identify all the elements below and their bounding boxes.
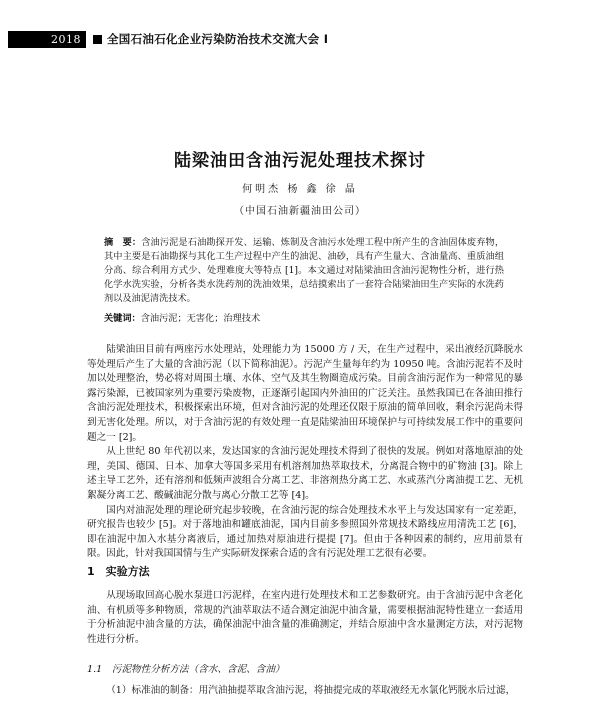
subsection-1-1-heading: 1.1 污泥物性分析方法（含水、含泥、含油） (87, 664, 285, 675)
intro-paragraph-2: 从上世纪 80 年代初以来，发达国家的含油污泥处理技术得到了很快的发展。例如对落地原油的处理，美国、德国、日本、加拿大等国多采用有机溶剂加热萃取技术，分离混合物中的矿物油 [3]。除上述主导工艺外，还有溶剂和低频声波组合分离工艺、非溶剂热分离工艺、水或蒸汽分离油提工艺、无机絮凝分离工艺、酸碱油泥分散与离心分散工艺等 [4]。 (87, 446, 523, 501)
conference-title: 全国石油石化企业污染防治技术交流大会 I (107, 32, 329, 46)
subsection-1-1-body (87, 684, 523, 699)
paper-title: 陆梁油田含油污泥处理技术探讨 (174, 151, 426, 171)
subsection-1-1-paragraph: （1）标准油的制备：用汽油抽提萃取含油污泥，将抽提完成的萃取液经无水氯化钙脱水后过滤， (106, 685, 516, 696)
abstract (104, 236, 504, 306)
intro-body (87, 343, 523, 562)
keywords (104, 310, 504, 324)
intro-paragraph-3: 国内对油泥处理的理论研究起步较晚，在含油污泥的综合处理技术水平上与发达国家有一定差距，研究报告也较少 [5]。对于落地油和罐底油泥，国内目前多参照国外常规技术路线应用清洗工艺 [6]，即在油泥中加入水基分离液后，通过加热对原油进行提提 [7]。但由于各种因素的制约，应用前景有限。因此，针对我国国情与生产实际研发探索合适的含有污泥处理工艺很有必要。 (87, 504, 523, 560)
intro-paragraph-1: 陆梁油田目前有两座污水处理站，处理能力为 15000 方 / 天，在生产过程中，采出液经沉降脱水等处理后产生了大量的含油污泥（以下简称油泥）。污泥产生量每年约为 10950 吨。含油污泥若不及时加以处理整治，势必将对周围土壤、水体、空气及其生物圈造成污染。目前含油污泥作为一种常见的暴露污染源，已被国家列为重要污染废物，正逐渐引起国内外油田的广泛关注。虽然我国已在各油田推行含油污泥处理技术，积极探索出环境，但对含油污泥的处理还仅限于原油的简单回收，剩余污泥尚未得到无害化处理。所以，对于含油污泥的有效处理一直是陆梁油田环境保护与可持续发展工作中的重要问题之一 [2]。 (87, 344, 523, 443)
running-header (8, 29, 328, 49)
section-1-body (87, 589, 523, 647)
section-1-paragraph: 从现场取回高心脱水泵进口污泥样，在室内进行处理技术和工艺参数研究。由于含油污泥中含老化油、有机质等多种物质，常规的汽油萃取法不适合测定油泥中油含量，需要根据油泥特性建立一套适用于分析油泥中油含量的方法，确保油泥中油含量的准确测定，并结合原油中含水量测定方法，对污泥物性进行分析。 (87, 590, 523, 645)
keywords-text: 含油污泥；无害化；治理技术 (140, 313, 261, 324)
section-1-heading: 1 实验方法 (87, 565, 150, 578)
abstract-text: 含油污泥是石油勘探开发、运输、炼制及含油污水处理工程中所产生的含油固体废弃物，其中主要是石油勘探与其化工生产过程中产生的油泥、油砂，具有产生量大、含油量高、重质油组分高、综合利用方式少、处理难度大等特点 [1]。本文通过对陆梁油田含油污泥物性分析，进行热化学水洗实验，分析各类水洗药剂的洗油效果，总结摸索出了一套符合陆梁油田生产实际的水洗药剂以及油泥清洗技术。 (104, 237, 505, 304)
affiliation: （中国石油新疆油田公司） (234, 206, 366, 217)
square-bullet-icon (93, 35, 102, 44)
abstract-label: 摘 要： (104, 237, 142, 248)
authors: 何明杰 杨 鑫 徐 晶 (242, 184, 358, 195)
keywords-label: 关键词： (104, 313, 141, 324)
year-badge: 2018 (8, 31, 86, 48)
